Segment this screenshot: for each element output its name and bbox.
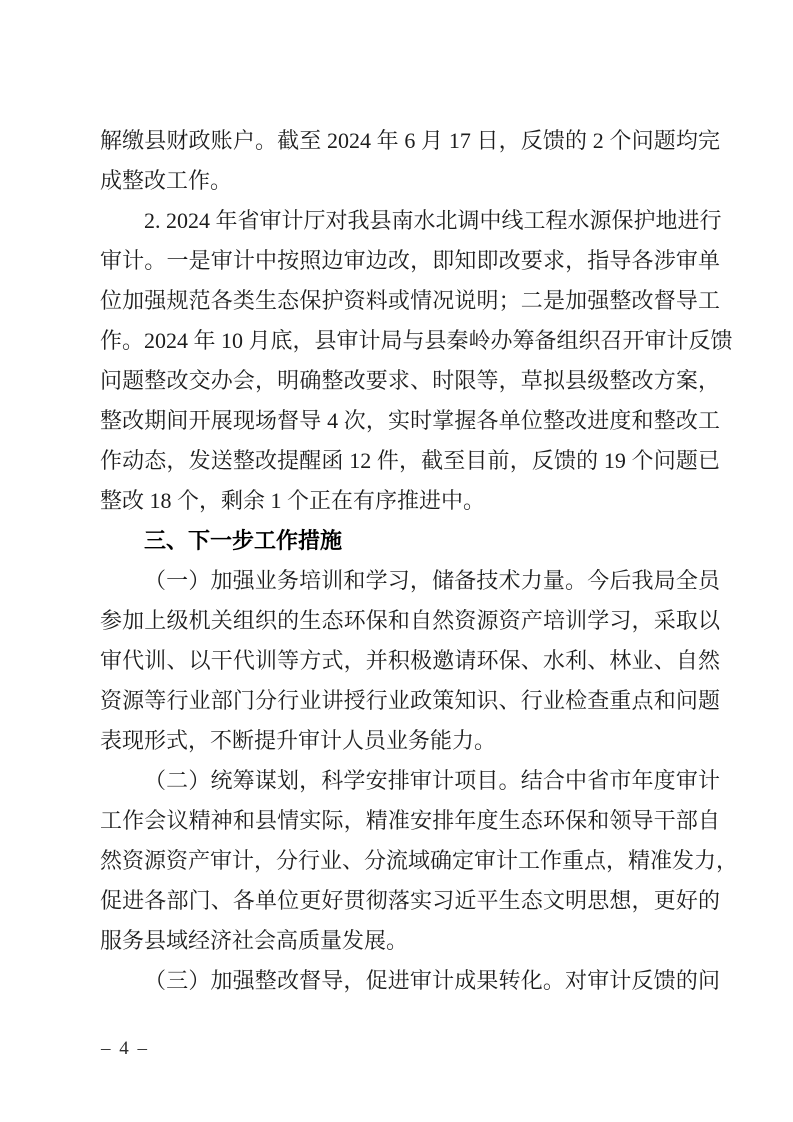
text-line: 资源等行业部门分行业讲授行业政策知识、行业检查重点和问题 <box>100 688 720 713</box>
text-line: （一）加强业务培训和学习，储备技术力量。今后我局全员 <box>144 568 720 593</box>
text-line: 整改 18 个，剩余 1 个正在有序推进中。 <box>100 488 486 513</box>
text-line: 审代训、以干代训等方式，并积极邀请环保、水利、林业、自然 <box>100 648 720 673</box>
section-heading: 三、下一步工作措施 <box>144 528 343 553</box>
text-line: 作。2024 年 10 月底，县审计局与县秦岭办筹备组织召开审计反馈 <box>100 328 733 353</box>
text-line: 工作会议精神和县情实际，精准安排年度生态环保和领导干部自 <box>100 808 720 833</box>
text-line: 表现形式，不断提升审计人员业务能力。 <box>100 728 497 753</box>
text-line: 解缴县财政账户。截至 2024 年 6 月 17 日，反馈的 2 个问题均完 <box>100 128 720 153</box>
text-line: 服务县域经济社会高质量发展。 <box>100 928 409 953</box>
text-line: 2. 2024 年省审计厅对我县南水北调中线工程水源保护地进行 <box>144 208 722 233</box>
text-line: 整改期间开展现场督导 4 次，实时掌握各单位整改进度和整改工 <box>100 408 720 433</box>
text-line: 参加上级机关组织的生态环保和自然资源资产培训学习，采取以 <box>100 608 720 633</box>
document-body <box>100 121 739 1001</box>
text-line: 成整改工作。 <box>100 168 233 193</box>
text-line: 位加强规范各类生态保护资料或情况说明；二是加强整改督导工 <box>100 288 720 313</box>
text-line: 促进各部门、各单位更好贯彻落实习近平生态文明思想，更好的 <box>100 888 720 913</box>
text-line: （三）加强整改督导，促进审计成果转化。对审计反馈的问 <box>144 968 720 993</box>
page-number: – 4 – <box>101 1038 149 1059</box>
text-line: 作动态，发送整改提醒函 12 件，截至目前，反馈的 19 个问题已 <box>100 448 720 473</box>
text-line: 然资源资产审计，分行业、分流域确定审计工作重点，精准发力， <box>100 848 739 873</box>
text-line: 审计。一是审计中按照边审边改，即知即改要求，指导各涉审单 <box>100 248 720 273</box>
text-line: （二）统筹谋划，科学安排审计项目。结合中省市年度审计 <box>144 768 720 793</box>
text-line: 问题整改交办会，明确整改要求、时限等，草拟县级整改方案， <box>100 368 720 393</box>
